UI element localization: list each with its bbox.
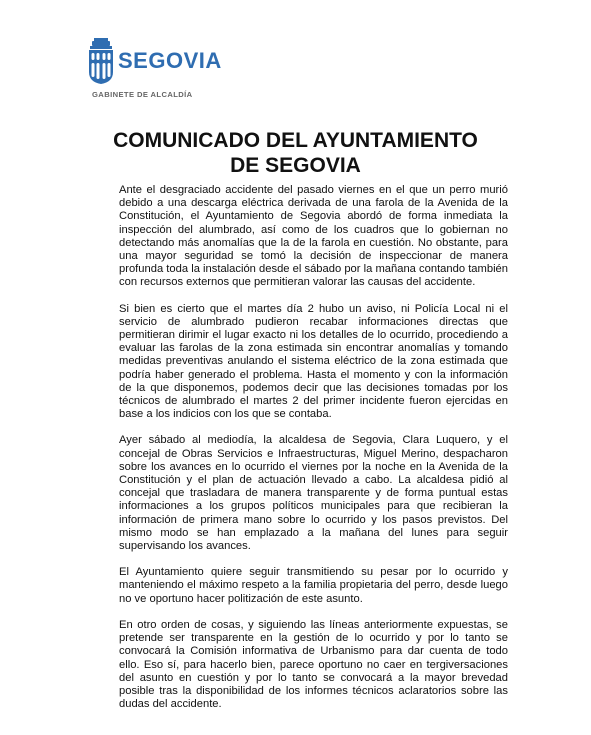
title-line-1: COMUNICADO DEL AYUNTAMIENTO — [113, 129, 478, 152]
logo-text: SEGOVIA — [118, 48, 222, 73]
segovia-logo — [88, 38, 222, 84]
paragraph: El Ayuntamiento quiere seguir transmitiendo su pesar por lo ocurrido y manteniendo el máximo respeto a la familia propietaria del perro, desde luego no ve oportuno hacer politización de este asunto. — [119, 566, 508, 605]
paragraph: Si bien es cierto que el martes día 2 hubo un aviso, ni Policía Local ni el servicio de alumbrado pudieron recabar informaciones directas que permitieran dirimir el lugar exacto ni los detalles de lo ocurrido, procediendo a evaluar las farolas de la zona estimada sin encontrar anomalías y tomando medidas preventivas anulando el sistema eléctrico de la zona estimada que podría haber generado el problema. Hasta el momento y con la información de la que disponemos, podemos decir que las decisiones tomadas por los técnicos de alumbrado el martes 2 del primer incidente fueron ejercidas en base a los indicios con los que se contaba. — [119, 302, 508, 421]
document-body — [119, 184, 508, 724]
office-subtitle: GABINETE DE ALCALDÍA — [92, 90, 193, 99]
document-title — [60, 128, 531, 178]
paragraph: En otro orden de cosas, y siguiendo las líneas anteriormente expuestas, se pretende ser transparente en la gestión de lo ocurrido y por lo tanto se convocará la Comisión informativa de Urbanismo para dar cuenta de todo ello. Eso sí, para hacerlo bien, parece oportuno no caer en tergiversaciones del asunto en cuestión y por lo tanto se convocará a la mayor brevedad posible tras la disponibilidad de los informes técnicos aclaratorios sobre las dudas del accidente. — [119, 618, 508, 711]
title-line-2: DE SEGOVIA — [230, 154, 361, 177]
paragraph: Ayer sábado al mediodía, la alcaldesa de Segovia, Clara Luquero, y el concejal de Obras Servicios e Infraestructuras, Miguel Merino, despacharon sobre los avances en lo ocurrido el viernes por la noche en la Avenida de la Constitución y el plan de actuación llevado a cabo. La alcaldesa pidió al concejal que trasladara de manera transparente y de forma puntual estas informaciones a los grupos políticos municipales para que recibieran la información de primera mano sobre lo ocurrido y los pasos previstos. Del mismo modo se han emplazado a la mañana del lunes para seguir supervisando los avances. — [119, 434, 508, 553]
aqueduct-crest-icon — [88, 38, 114, 84]
paragraph: Ante el desgraciado accidente del pasado viernes en el que un perro murió debido a una descarga eléctrica derivada de una farola de la Avenida de la Constitución, el Ayuntamiento de Segovia abordó de forma inmediata la inspección del alumbrado, así como de los cuadros que lo gobiernan no detectando más anomalías que la de la farola en cuestión. No obstante, para una mayor seguridad se tomó la decisión de inspeccionar de manera profunda toda la instalación desde el sábado por la mañana contando también con recursos externos que permitieran valorar las causas del accidente. — [119, 184, 508, 289]
